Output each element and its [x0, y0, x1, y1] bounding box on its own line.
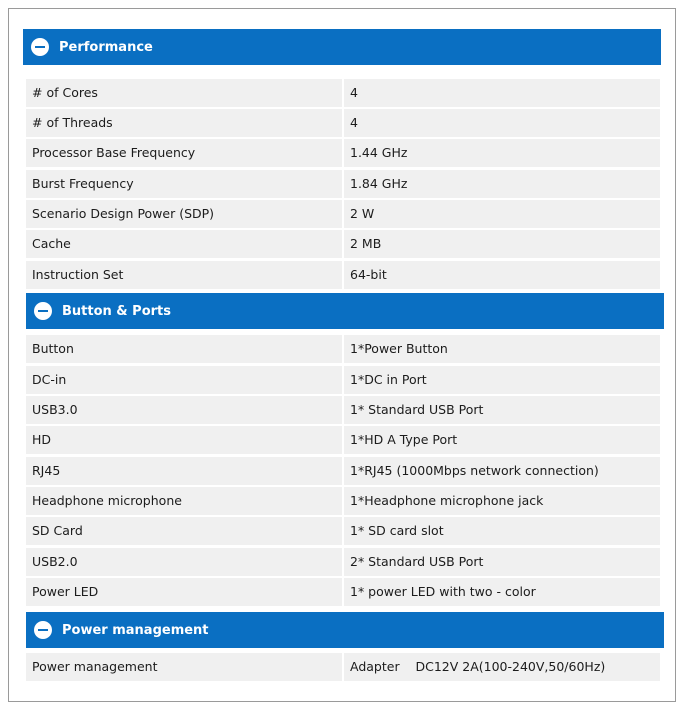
spec-row [26, 139, 660, 167]
spec-value: 1* power LED with two - color [344, 578, 660, 606]
spec-key: Cache [26, 230, 342, 258]
spec-value: 1*Power Button [344, 335, 660, 363]
spec-value: 1.84 GHz [344, 170, 660, 198]
spec-value: 1* Standard USB Port [344, 396, 660, 424]
spec-value: 1*HD A Type Port [344, 426, 660, 454]
section-header-power-management[interactable] [26, 612, 664, 648]
spec-key: DC-in [26, 366, 342, 394]
spec-row [26, 261, 660, 289]
section-header-performance[interactable] [23, 29, 661, 65]
spec-row [26, 366, 660, 394]
spec-key: USB2.0 [26, 548, 342, 576]
spec-key: Power LED [26, 578, 342, 606]
spec-row [26, 170, 660, 198]
spec-table-frame [8, 8, 676, 702]
spec-row [26, 200, 660, 228]
spec-key: Power management [26, 653, 342, 681]
section-title: Performance [59, 39, 153, 55]
spec-key: Scenario Design Power (SDP) [26, 200, 342, 228]
spec-row [26, 517, 660, 545]
spec-value: 2* Standard USB Port [344, 548, 660, 576]
spec-key: Instruction Set [26, 261, 342, 289]
spec-key: Button [26, 335, 342, 363]
spec-row [26, 396, 660, 424]
spec-key: Processor Base Frequency [26, 139, 342, 167]
spec-value: 4 [344, 79, 660, 107]
spec-value: 1* SD card slot [344, 517, 660, 545]
minus-circle-icon[interactable] [31, 38, 49, 56]
spec-key: RJ45 [26, 457, 342, 485]
spec-value: 4 [344, 109, 660, 137]
spec-value: 64-bit [344, 261, 660, 289]
spec-row [26, 487, 660, 515]
spec-row [26, 653, 660, 681]
spec-key: # of Threads [26, 109, 342, 137]
spec-value: Adapter DC12V 2A(100-240V,50/60Hz) [344, 653, 660, 681]
spec-value: 1*DC in Port [344, 366, 660, 394]
spec-row [26, 578, 660, 606]
section-header-button-ports[interactable] [26, 293, 664, 329]
spec-key: # of Cores [26, 79, 342, 107]
spec-key: SD Card [26, 517, 342, 545]
spec-row [26, 79, 660, 107]
spec-value: 1*Headphone microphone jack [344, 487, 660, 515]
spec-value: 2 W [344, 200, 660, 228]
spec-value: 1.44 GHz [344, 139, 660, 167]
spec-key: Burst Frequency [26, 170, 342, 198]
spec-value: 2 MB [344, 230, 660, 258]
spec-row [26, 426, 660, 454]
section-title: Power management [62, 622, 209, 638]
spec-row [26, 335, 660, 363]
spec-row [26, 109, 660, 137]
spec-key: HD [26, 426, 342, 454]
minus-circle-icon[interactable] [34, 302, 52, 320]
spec-key: USB3.0 [26, 396, 342, 424]
spec-key: Headphone microphone [26, 487, 342, 515]
spec-value: 1*RJ45 (1000Mbps network connection) [344, 457, 660, 485]
spec-row [26, 548, 660, 576]
minus-circle-icon[interactable] [34, 621, 52, 639]
spec-row [26, 230, 660, 258]
section-title: Button & Ports [62, 303, 171, 319]
spec-row [26, 457, 660, 485]
